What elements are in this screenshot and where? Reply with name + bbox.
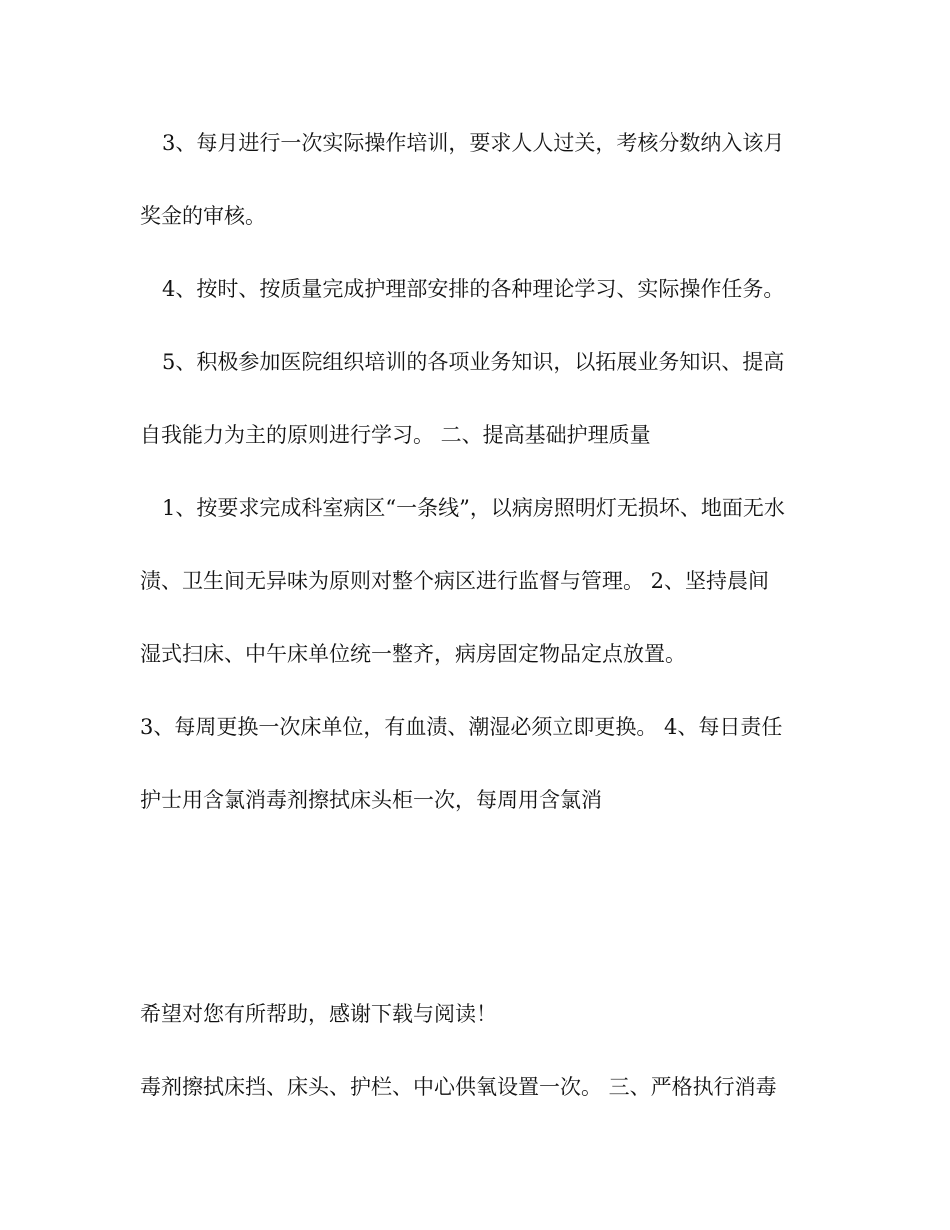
paragraph-line-6: 1、按要求完成科室病区“一条线”，以病房照明灯无损坏、地面无水 xyxy=(162,496,785,520)
paragraph-line-8: 湿式扫床、中午床单位统一整齐，病房固定物品定点放置。 xyxy=(140,642,686,666)
paragraph-line-9: 3、每周更换一次床单位，有血渍、潮湿必须立即更换。 4、每日责任 xyxy=(140,715,783,739)
paragraph-line-12: 毒剂擦拭床挡、床头、护栏、中心供氧设置一次。 三、严格执行消毒 xyxy=(140,1075,777,1099)
paragraph-line-4: 5、积极参加医院组织培训的各项业务知识，以拓展业务知识、提高 xyxy=(162,350,785,374)
closing-message: 希望对您有所帮助，感谢下载与阅读！ xyxy=(140,1002,497,1026)
paragraph-line-5: 自我能力为主的原则进行学习。 二、提高基础护理质量 xyxy=(140,423,651,447)
paragraph-line-7: 渍、卫生间无异味为原则对整个病区进行监督与管理。 2、坚持晨间 xyxy=(140,569,770,593)
paragraph-line-10: 护士用含氯消毒剂擦拭床头柜一次，每周用含氯消 xyxy=(140,788,602,812)
paragraph-line-2: 奖金的审核。 xyxy=(140,204,266,228)
paragraph-line-1: 3、每月进行一次实际操作培训，要求人人过关，考核分数纳入该月 xyxy=(162,131,785,155)
paragraph-line-3: 4、按时、按质量完成护理部安排的各种理论学习、实际操作任务。 xyxy=(162,277,785,301)
